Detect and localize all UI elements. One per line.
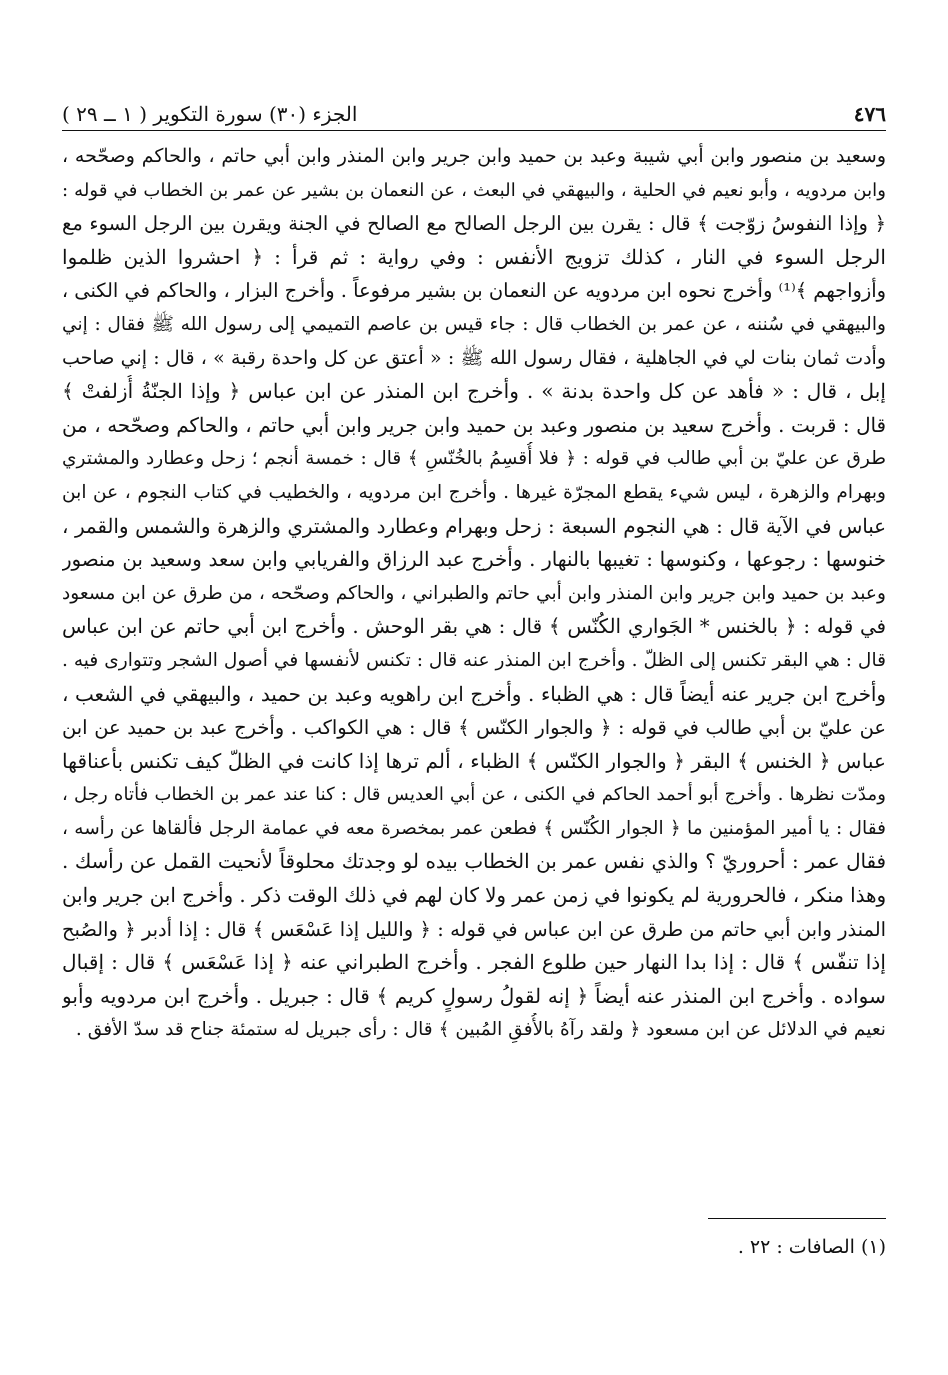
text-line: سواده . وأخرج ابن المنذر عنه أيضاً ﴿ إنه لقولُ رسولٍ كريم ﴾ قال : جبريل . وأخرج ابن مردويه وأبو: [62, 983, 886, 1008]
text-line: قال : قربت . وأخرج سعيد بن منصور وعبد بن حميد وابن جرير وابن أبي حاتم ، والحاكم وصحّحه ، من: [62, 413, 886, 437]
text-line: وهذا منكر ، فالحرورية لم يكونوا في زمن عمر ولا كان لهم في ذلك الوقت ذكر . وأخرج ابن جرير وابن: [62, 884, 886, 908]
text-line: خنوسها : رجوعها ، وكنوسها : تغيبها بالنهار . وأخرج عبد الرزاق والفريابي وابن سعد وسعيد بن منصور: [62, 548, 886, 572]
text-line: وأزواجهم ﴾⁽¹⁾ وأخرج نحوه ابن مردويه عن النعمان بن بشير مرفوعاً . وأخرج البزار ، والحاكم في الكنى ،: [62, 279, 886, 303]
text-line: الرجل السوء في النار ، كذلك تزويج الأنفس : وفي رواية : ثم قرأ : ﴿ احشروا الذين ظلموا: [62, 244, 886, 269]
text-line: وعبد بن حميد وابن جرير وابن المنذر وابن أبي حاتم والطبراني ، والحاكم وصحّحه ، من طرق عن ابن مسعود: [62, 582, 886, 604]
text-line: وأدت ثمان بنات لي في الجاهلية ، فقال رسول الله ﷺ : « أعتق عن كل واحدة رقبة » ، قال : إني صاحب: [62, 346, 886, 369]
text-line: عباس ﴿ الخنس ﴾ البقر ﴿ والجوار الكنّس ﴾ الظباء ، ألم ترها إذا كانت في الظلّ كيف تكنس بأعناقها: [62, 748, 886, 773]
running-title: الجزء (٣٠) سورة التكوير ( ١ ــ ٢٩ ): [62, 102, 358, 126]
text-line: عباس في الآية قال : هي النجوم السبعة : زحل وبهرام وعطارد والمشتري والزهرة والشمس والقمر ،: [62, 514, 886, 538]
text-line: وسعيد بن منصور وابن أبي شيبة وعبد بن حميد وابن جرير وابن المنذر وابن أبي حاتم ، والحاكم وصحّحه ،: [62, 145, 886, 167]
text-line: إذا تنفّس ﴾ قال : إذا بدا النهار حين طلوع الفجر . وأخرج الطبراني عنه ﴿ إذا عَسْعَس ﴾ قال : إقبال: [62, 950, 886, 975]
text-line: المنذر وابن أبي حاتم من طرق عن ابن عباس في قوله : ﴿ والليل إذا عَسْعَس ﴾ قال : إذا أدبر ﴿ والصُبح: [62, 917, 886, 941]
text-line: فقال : يا أمير المؤمنين ما ﴿ الجوار الكُنّس ﴾ فطعن عمر بمخصرة معه في عمامة الرجل فألقاها عن رأسه ،: [62, 817, 886, 839]
text-line: والبيهقي في سُننه ، عن عمر بن الخطاب قال : جاء قيس بن عاصم التميمي إلى رسول الله ﷺ فقال : إني: [62, 313, 886, 335]
footnote: (١) الصافات : ٢٢ .: [737, 1236, 886, 1258]
text-line: وأخرج ابن جرير عنه أيضاً قال : هي الظباء . وأخرج ابن راهويه وعبد بن حميد ، والبيهقي في الشعب ،: [62, 682, 886, 706]
running-header: [62, 92, 886, 131]
text-line: ومدّت نظرها . وأخرج أبو أحمد الحاكم في الكنى ، عن أبي العديس قال : كنا عند عمر بن الخطاب فأتاه رجل ،: [62, 784, 886, 806]
text-line: فقال عمر : أحروريّ ؟ والذي نفس عمر بن الخطاب بيده لو وجدتك محلوقاً لأنحيت القمل عن رأسك .: [62, 850, 886, 874]
text-line: قال : هي البقر تكنس إلى الظلّ . وأخرج ابن المنذر عنه قال : تكنس لأنفسها في أصول الشجر وتتوارى فيه .: [62, 649, 886, 671]
text-line: ﴿ وإذا النفوسُ زوّجت ﴾ قال : يقرن بين الرجل الصالح مع الصالح في الجنة ويقرن بين الرجل السوء مع: [62, 212, 886, 236]
text-line: طرق عن عليّ بن أبي طالب في قوله : ﴿ فلا أُقسِمُ بالخُنّسِ ﴾ قال : خمسة أنجم ؛ زحل وعطارد والمشتري: [62, 448, 886, 470]
page-number: ٤٧٦: [853, 102, 886, 126]
text-line: نعيم في الدلائل عن ابن مسعود ﴿ ولقد رآهُ بالأُفقِ المُبين ﴾ قال : رأى جبريل له ستمئة جناح قد سدّ الأفق .: [75, 1019, 886, 1041]
text-line: عن عليّ بن أبي طالب في قوله : ﴿ والجوار الكنّس ﴾ قال : هي الكواكب . وأخرج عبد بن حميد عن ابن: [62, 716, 886, 740]
text-line: وبهرام والزهرة ، ليس شيء يقطع المجرّة غيرها . وأخرج ابن مردويه ، والخطيب في كتاب النجوم ، عن ابن: [62, 481, 886, 503]
text-line: إبل ، قال : « فأهد عن كل واحدة بدنة » . وأخرج ابن المنذر عن ابن عباس ﴿ وإذا الجنّةُ أُزلفتْ ﴾: [62, 379, 886, 404]
text-line: في قوله : ﴿ بالخنس * الجَواري الكُنّس ﴾ قال : هي بقر الوحش . وأخرج ابن أبي حاتم عن ابن عباس: [62, 615, 886, 639]
body-text: [62, 140, 886, 1047]
text-line: وابن مردويه ، وأبو نعيم في الحلية ، والبيهقي في البعث ، عن النعمان بن بشير عن عمر بن الخطاب في قوله :: [62, 179, 886, 201]
footnote-rule: [708, 1218, 886, 1219]
